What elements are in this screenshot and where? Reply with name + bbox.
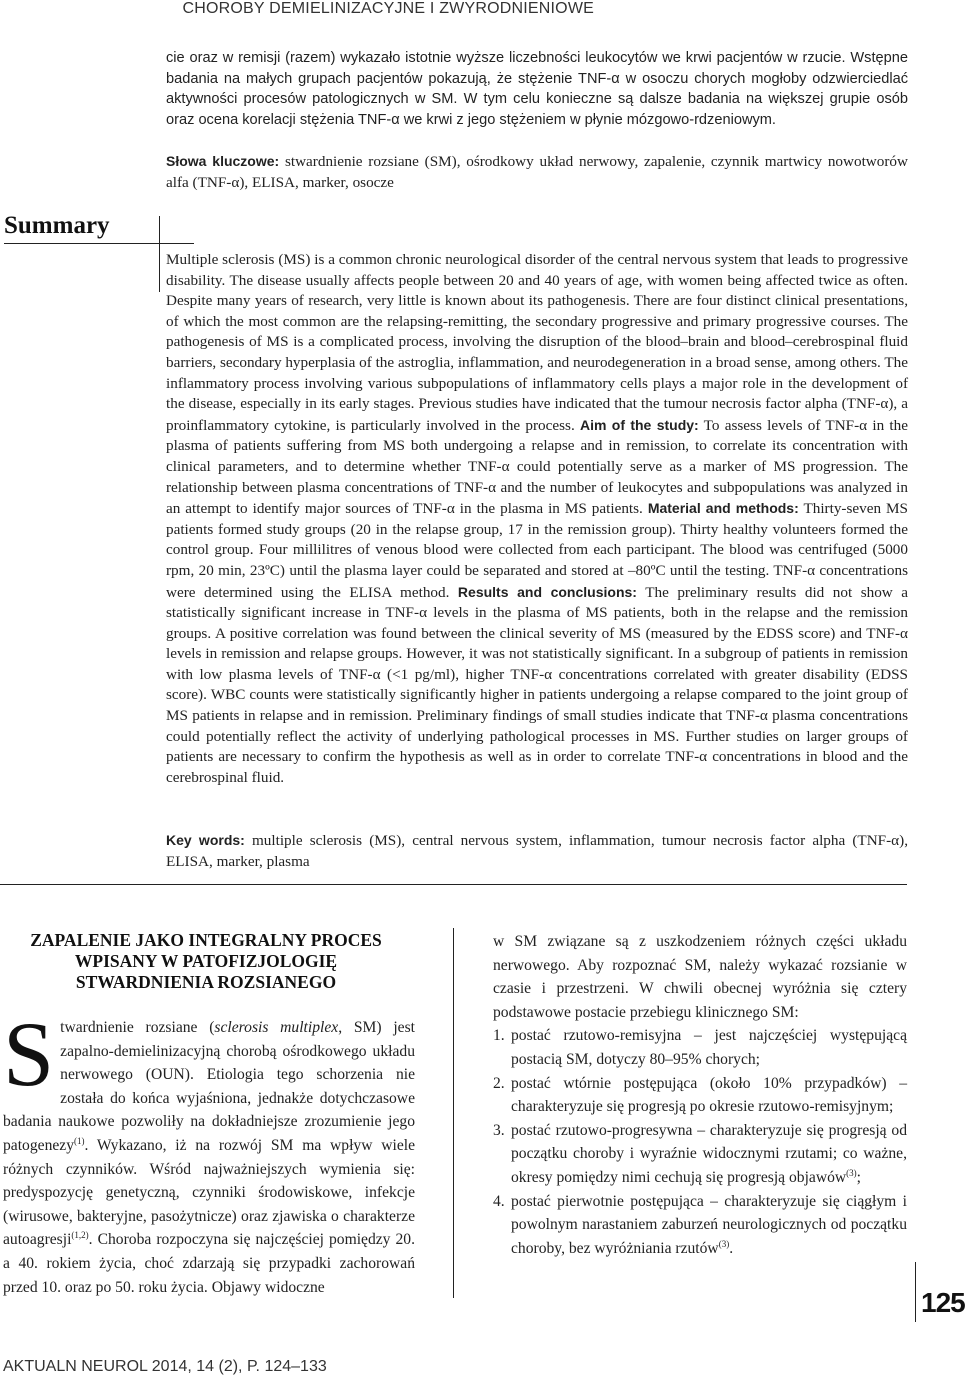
- summary-heading-underline: [4, 243, 194, 244]
- list-number: 2.: [493, 1074, 505, 1092]
- body-left-column: [3, 1003, 415, 1299]
- body-text: . Choroba rozpoczyna się najczęściej pomiędzy 20. a 40. rokiem życia, choć zdarzają się przypadki zachorowań przed 10. oraz po 50. roku życia. Objawy widoczne: [3, 1231, 415, 1296]
- summary-heading: Summary: [4, 212, 110, 239]
- abstract-polish-text: cie oraz w remisji (razem) wykazało istotnie wyższe liczebności leukocytów we krwi pacjentów w rzucie. Wstępne badania na małych grupach pacjentów pokazują, że stężenie TNF-α w osoczu chorych mogłoby odzwierciedlać aktywności procesów patologicznych w SM. W tym celu konieczne są dalsze badania na większej grupie osób oraz ocena korelacji stężenia TNF-α we krwi z jego stężeniem w płynie mózgowo-rdzeniowym.: [166, 50, 908, 128]
- drop-cap: S: [3, 1003, 55, 1105]
- reference-marker: (1): [74, 1135, 85, 1146]
- body-right-intro: w SM związane są z uszkodzeniem różnych części układu nerwowego. Aby rozpoznać SM, należy wykazać rozsianie w czasie i przestrzeni. W chwili obecnej wyróżnia się cztery podstawowe postacie przebiegu klinicznego SM:: [493, 933, 907, 1021]
- results-text: The preliminary results did not show a statistically significant increase in TNF-α levels in the plasma of MS patients, both in the relapse and the remission groups. A positive correlation was found between the clinical severity of MS (measured by the EDSS score) and TNF-α levels in remission and relapse groups. However, it was not statistically significant. In a subgroup of patients in remission with low plasma levels of TNF-α (<1 pg/ml), higher TNF-α concentrations correlated with greater disability (EDSS score). WBC counts were statistically significantly higher in patients undergoing a relapse compared to the joint group of MS patients in relapse and in remission. Preliminary findings of small studies indicate that TNF-α plasma concentrations could potentially reflect the activity of underlying pathological processes in MS. Further studies on larger groups of patients are necessary to confirm the hypothesis as well as in order to correlate TNF-α concentrations in blood and the cerebrospinal fluid.: [166, 583, 909, 786]
- list-item-punctuation: ;: [856, 1168, 862, 1186]
- list-item-text: postać wtórnie postępująca (około 10% przypadków) – charakteryzuje się progresją po okresie rzutowo-remisyjnym;: [511, 1074, 907, 1116]
- list-item-text: postać rzutowo-remisyjna – jest najczęściej występującą postacią SM, dotyczy 80–95% chorych;: [511, 1027, 907, 1068]
- list-number: 1.: [493, 1027, 505, 1045]
- body-text: , SM) jest zapalno-demielinizacyjną chorobą ośrodkowego układu nerwowego (OUN). Etiologia tego schorzenia nie została do końca wyjaśniona, jednakże dotychczasowe badania naukowe pozwoliły na dokładniejsze zrozumienie jego patogenezy: [3, 1019, 415, 1154]
- body-text: . Wykazano, iż na rozwój SM ma wpływ wiele różnych czynników. Wśród najważniejszych wymienia się: predyspozycję genetyczną, czynniki środowiskowe, infekcje (wirusowe, bakteryjne, pasożytnicze) oraz zjawiska o charakterze autoagresji: [3, 1136, 415, 1249]
- list-number: 3.: [493, 1121, 505, 1139]
- section-divider: [0, 884, 907, 885]
- methods-text: Thirty-seven MS patients formed study groups (20 in the relapse group, 17 in the remission group). Thirty healthy volunteers formed the control group. Four millilitres of venous blood were collected from each participant. The blood was centrifuged (5000 rpm, 20 min, 23ºC) until the plasma layer could be separated and stored at –80ºC until the testing. TNF-α concentrations were determined using the ELISA method.: [166, 500, 908, 601]
- summary-intro-text: Multiple sclerosis (MS) is a common chronic neurological disorder of the central nervous system that leads to progressive disability. The disease usually affects people between 20 and 40 years of age, with women being affected twice as often. Despite many years of research, very little is known about its pathogenesis. There are four distinct clinical presentations, of which the most common are the relapsing-remitting, the secondary progressive and primary progressive courses. The pathogenesis of MS is a complicated process, involving the disruption of the blood–brain and blood–cerebrospinal fluid barriers, secondary hyperplasia of the astroglia, inflammation, and neurodegeneration in a broad sense, among others. The inflammatory process involving various subpopulations of inflammatory cells plays a major role in the development of the disease, especially in its early stages. Previous studies have indicated that the tumour necrosis factor alpha (TNF-α), a proinflammatory cytokine, is particularly involved in the process.: [166, 251, 908, 434]
- list-item-text: postać pierwotnie postępująca – charakteryzuje się ciągłym i powolnym narastaniem zaburzeń neurologicznych od początku choroby, bez wyróżniania rzutów: [511, 1192, 907, 1257]
- reference-marker: (3): [718, 1238, 730, 1249]
- keywords-english: [166, 830, 908, 872]
- list-item: [493, 1024, 907, 1071]
- list-number: 4.: [493, 1192, 505, 1210]
- keywords-english-text: multiple sclerosis (MS), central nervous system, inflammation, tumour necrosis factor alpha (TNF-α), ELISA, marker, plasma: [166, 832, 908, 870]
- list-item-punctuation: .: [729, 1239, 734, 1257]
- aim-text: To assess levels of TNF-α in the plasma of patients suffering from MS both undergoing a relapse and in remission, to correlate its concentration with clinical parameters, and to determine whether TNF-α could potentially serve as a marker of MS progression. The relationship between plasma concentrations of TNF-α and the number of leukocytes and subpopulations was analyzed in an attempt to identify major sources of TNF-α in the plasma in MS patients.: [166, 416, 908, 518]
- clinical-forms-list: [493, 1024, 907, 1260]
- results-label: Results and conclusions:: [457, 583, 637, 600]
- summary-vertical-rule: [159, 216, 160, 292]
- body-right-column: [493, 930, 907, 1260]
- section-heading: [6, 930, 406, 993]
- list-item-text: postać rzutowo-progresywna – charakteryzuje się progresją od początku choroby i wyraźnie widocznymi rzutami; co ważne, okresy pomiędzy nimi cechują się progresją objawów: [511, 1121, 907, 1186]
- page-number-rule: [915, 1262, 916, 1322]
- aim-label: Aim of the study:: [580, 416, 699, 433]
- column-divider: [453, 928, 454, 1298]
- section-heading-line: STWARDNIENIA ROZSIANEGO: [75, 972, 337, 992]
- footer-citation: AKTUALN NEUROL 2014, 14 (2), P. 124–133: [3, 1358, 327, 1375]
- methods-label: Material and methods:: [647, 500, 799, 517]
- page-number: 125: [921, 1287, 965, 1318]
- reference-marker: (1,2): [71, 1230, 89, 1241]
- keywords-english-label: Key words:: [166, 832, 245, 848]
- list-item: [493, 1072, 907, 1119]
- keywords-polish: [166, 151, 908, 193]
- latin-term: sclerosis multiplex: [214, 1019, 339, 1036]
- abstract-polish-continuation: [166, 48, 908, 130]
- keywords-polish-label: Słowa kluczowe:: [166, 153, 280, 169]
- running-header: CHOROBY DEMIELINIZACYJNE I ZWYRODNIENIOWE: [182, 0, 594, 17]
- list-item: [493, 1119, 907, 1190]
- keywords-polish-text: stwardnienie rozsiane (SM), ośrodkowy układ nerwowy, zapalenie, czynnik martwicy nowotworów alfa (TNF-α), ELISA, marker, osocze: [166, 153, 908, 191]
- summary-abstract: [166, 250, 908, 788]
- reference-marker: (3): [846, 1167, 857, 1178]
- body-text: twardnienie rozsiane (: [60, 1019, 215, 1036]
- list-item: [493, 1190, 907, 1261]
- section-heading-line: ZAPALENIE JAKO INTEGRALNY PROCES: [30, 930, 382, 950]
- section-heading-line: WPISANY W PATOFIZJOLOGIĘ: [74, 951, 338, 971]
